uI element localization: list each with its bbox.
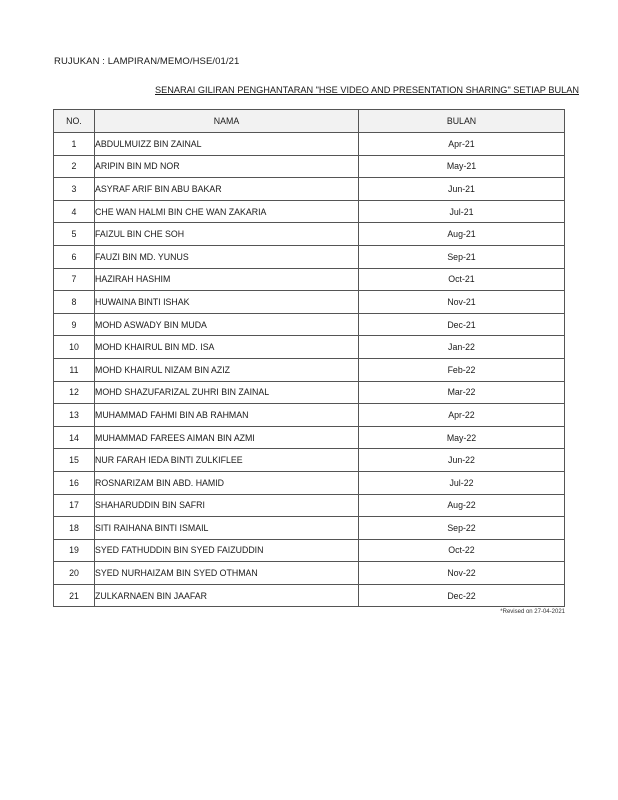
row-number: 8 [54,291,95,314]
document-title: SENARAI GILIRAN PENGHANTARAN "HSE VIDEO AND PRESENTATION SHARING" SETIAP BULAN [155,85,579,95]
row-name: SITI RAIHANA BINTI ISMAIL [95,517,359,540]
row-number: 19 [54,539,95,562]
row-month: Nov-22 [359,562,565,585]
row-name: MOHD KHAIRUL BIN MD. ISA [95,336,359,359]
table-row [54,313,565,336]
table-row [54,268,565,291]
row-name: MOHD KHAIRUL NIZAM BIN AZIZ [95,358,359,381]
reference-number: RUJUKAN : LAMPIRAN/MEMO/HSE/01/21 [54,56,240,67]
row-number: 17 [54,494,95,517]
row-number: 4 [54,200,95,223]
row-number: 21 [54,584,95,607]
row-number: 5 [54,223,95,246]
table-row [54,358,565,381]
table-row [54,562,565,585]
table-row [54,336,565,359]
row-name: ARIPIN BIN MD NOR [95,155,359,178]
row-name: FAIZUL BIN CHE SOH [95,223,359,246]
row-name: CHE WAN HALMI BIN CHE WAN ZAKARIA [95,200,359,223]
row-name: ASYRAF ARIF BIN ABU BAKAR [95,178,359,201]
row-month: Oct-22 [359,539,565,562]
table-row [54,517,565,540]
row-number: 18 [54,517,95,540]
row-month: Sep-21 [359,245,565,268]
row-name: MUHAMMAD FAREES AIMAN BIN AZMI [95,426,359,449]
row-name: SYED FATHUDDIN BIN SYED FAIZUDDIN [95,539,359,562]
row-month: Jun-21 [359,178,565,201]
header-bulan: BULAN [359,110,565,133]
row-month: Jul-22 [359,471,565,494]
header-no: NO. [54,110,95,133]
row-number: 13 [54,404,95,427]
table-row [54,223,565,246]
table-row [54,381,565,404]
row-month: Jun-22 [359,449,565,472]
row-name: ZULKARNAEN BIN JAAFAR [95,584,359,607]
row-name: NUR FARAH IEDA BINTI ZULKIFLEE [95,449,359,472]
row-month: Oct-21 [359,268,565,291]
row-month: Dec-21 [359,313,565,336]
roster-table [53,109,565,607]
row-month: Feb-22 [359,358,565,381]
row-month: Mar-22 [359,381,565,404]
table-header-row [54,110,565,133]
table-row [54,426,565,449]
row-name: MUHAMMAD FAHMI BIN AB RAHMAN [95,404,359,427]
row-month: May-22 [359,426,565,449]
table-row [54,449,565,472]
table-row [54,291,565,314]
row-month: May-21 [359,155,565,178]
row-month: Sep-22 [359,517,565,540]
table-row [54,178,565,201]
row-name: FAUZI BIN MD. YUNUS [95,245,359,268]
row-number: 9 [54,313,95,336]
row-month: Apr-22 [359,404,565,427]
row-name: ABDULMUIZZ BIN ZAINAL [95,133,359,156]
row-number: 12 [54,381,95,404]
row-name: ROSNARIZAM BIN ABD. HAMID [95,471,359,494]
row-number: 20 [54,562,95,585]
row-month: Apr-21 [359,133,565,156]
row-number: 11 [54,358,95,381]
row-number: 3 [54,178,95,201]
table-row [54,133,565,156]
table-row [54,494,565,517]
row-number: 10 [54,336,95,359]
row-name: SYED NURHAIZAM BIN SYED OTHMAN [95,562,359,585]
row-name: MOHD ASWADY BIN MUDA [95,313,359,336]
table-row [54,245,565,268]
table-row [54,471,565,494]
row-month: Aug-22 [359,494,565,517]
row-name: HAZIRAH HASHIM [95,268,359,291]
row-number: 2 [54,155,95,178]
row-month: Aug-21 [359,223,565,246]
row-month: Jul-21 [359,200,565,223]
row-month: Jan-22 [359,336,565,359]
table-row [54,539,565,562]
table-row [54,584,565,607]
row-number: 15 [54,449,95,472]
row-number: 7 [54,268,95,291]
row-month: Nov-21 [359,291,565,314]
header-nama: NAMA [95,110,359,133]
table-row [54,200,565,223]
row-number: 14 [54,426,95,449]
table-row [54,155,565,178]
row-name: SHAHARUDDIN BIN SAFRI [95,494,359,517]
row-name: HUWAINA BINTI ISHAK [95,291,359,314]
row-number: 16 [54,471,95,494]
row-name: MOHD SHAZUFARIZAL ZUHRI BIN ZAINAL [95,381,359,404]
row-month: Dec-22 [359,584,565,607]
revision-note: *Revised on 27-04-2021 [500,609,565,615]
row-number: 6 [54,245,95,268]
row-number: 1 [54,133,95,156]
table-row [54,404,565,427]
